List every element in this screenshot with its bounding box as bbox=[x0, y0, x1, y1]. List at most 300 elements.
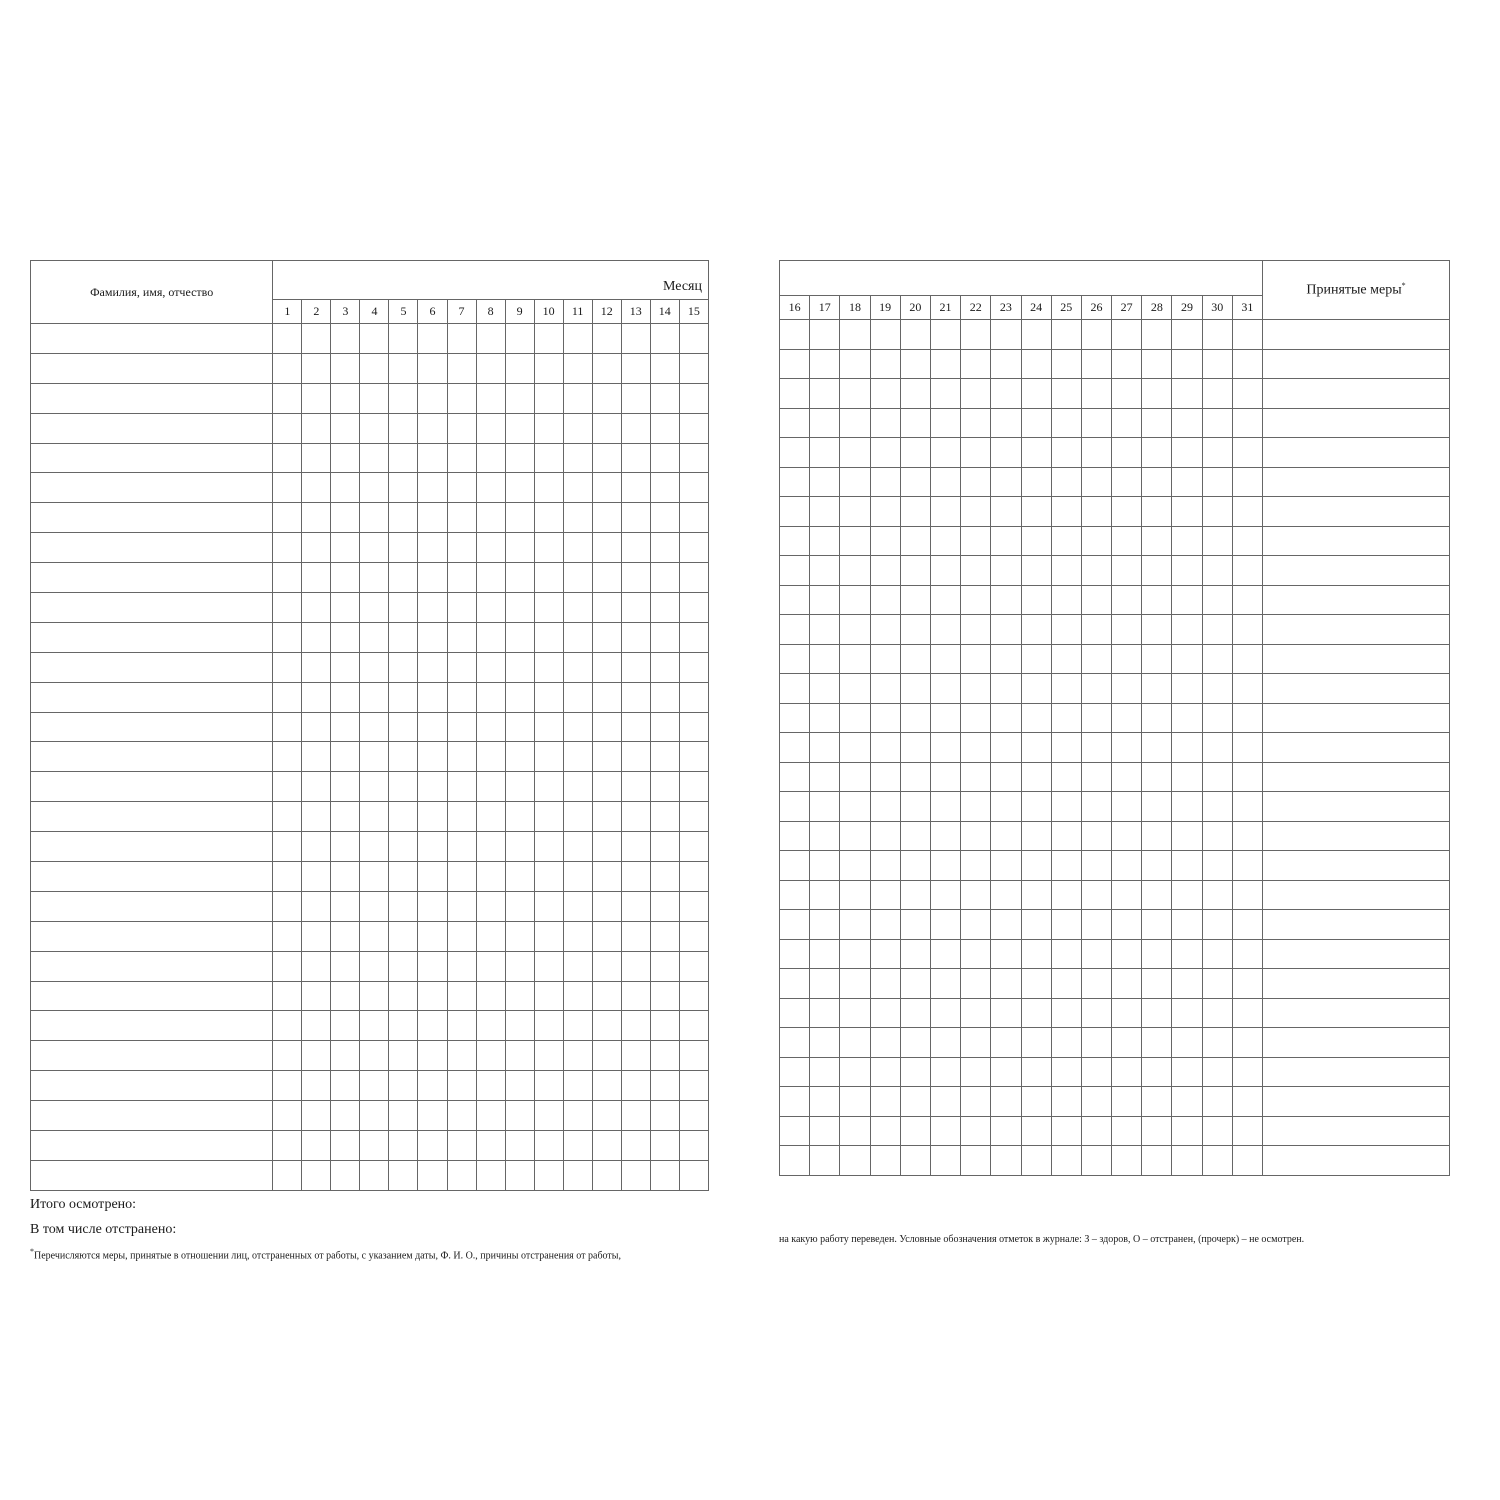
day-cell[interactable] bbox=[505, 533, 534, 563]
day-cell[interactable] bbox=[621, 1071, 650, 1101]
day-cell[interactable] bbox=[1202, 585, 1232, 615]
day-cell[interactable] bbox=[991, 320, 1021, 350]
day-cell[interactable] bbox=[418, 951, 447, 981]
day-cell[interactable] bbox=[534, 652, 563, 682]
day-cell[interactable] bbox=[1081, 349, 1111, 379]
day-cell[interactable] bbox=[447, 742, 476, 772]
day-cell[interactable] bbox=[810, 320, 840, 350]
day-cell[interactable] bbox=[650, 742, 679, 772]
day-cell[interactable] bbox=[930, 910, 960, 940]
day-cell[interactable] bbox=[1172, 1116, 1202, 1146]
day-cell[interactable] bbox=[360, 712, 389, 742]
day-cell[interactable] bbox=[447, 862, 476, 892]
day-cell[interactable] bbox=[476, 802, 505, 832]
measures-cell[interactable] bbox=[1263, 939, 1450, 969]
day-cell[interactable] bbox=[1112, 615, 1142, 645]
day-cell[interactable] bbox=[476, 891, 505, 921]
day-cell[interactable] bbox=[534, 772, 563, 802]
day-cell[interactable] bbox=[1142, 762, 1172, 792]
day-cell[interactable] bbox=[870, 1116, 900, 1146]
day-cell[interactable] bbox=[930, 438, 960, 468]
day-cell[interactable] bbox=[1112, 851, 1142, 881]
day-cell[interactable] bbox=[1112, 969, 1142, 999]
day-cell[interactable] bbox=[592, 533, 621, 563]
day-cell[interactable] bbox=[389, 622, 418, 652]
day-cell[interactable] bbox=[592, 712, 621, 742]
day-cell[interactable] bbox=[930, 585, 960, 615]
day-cell[interactable] bbox=[1021, 762, 1051, 792]
day-cell[interactable] bbox=[1142, 674, 1172, 704]
day-cell[interactable] bbox=[1232, 467, 1262, 497]
day-cell[interactable] bbox=[1051, 910, 1081, 940]
day-cell[interactable] bbox=[302, 712, 331, 742]
day-cell[interactable] bbox=[780, 762, 810, 792]
day-cell[interactable] bbox=[870, 851, 900, 881]
day-cell[interactable] bbox=[273, 862, 302, 892]
day-cell[interactable] bbox=[505, 622, 534, 652]
day-cell[interactable] bbox=[302, 1011, 331, 1041]
day-cell[interactable] bbox=[1081, 998, 1111, 1028]
day-cell[interactable] bbox=[930, 762, 960, 792]
day-cell[interactable] bbox=[1232, 821, 1262, 851]
day-cell[interactable] bbox=[1172, 762, 1202, 792]
day-cell[interactable] bbox=[505, 324, 534, 354]
day-cell[interactable] bbox=[476, 1131, 505, 1161]
day-cell[interactable] bbox=[1142, 1057, 1172, 1087]
day-cell[interactable] bbox=[1202, 792, 1232, 822]
day-cell[interactable] bbox=[505, 1041, 534, 1071]
day-cell[interactable] bbox=[650, 951, 679, 981]
day-cell[interactable] bbox=[389, 503, 418, 533]
day-cell[interactable] bbox=[476, 742, 505, 772]
day-cell[interactable] bbox=[505, 503, 534, 533]
day-cell[interactable] bbox=[505, 1131, 534, 1161]
day-cell[interactable] bbox=[1142, 349, 1172, 379]
day-cell[interactable] bbox=[273, 981, 302, 1011]
day-cell[interactable] bbox=[505, 563, 534, 593]
day-cell[interactable] bbox=[302, 832, 331, 862]
day-cell[interactable] bbox=[505, 1101, 534, 1131]
day-cell[interactable] bbox=[930, 674, 960, 704]
measures-cell[interactable] bbox=[1263, 1087, 1450, 1117]
day-cell[interactable] bbox=[302, 473, 331, 503]
day-cell[interactable] bbox=[961, 467, 991, 497]
day-cell[interactable] bbox=[273, 742, 302, 772]
day-cell[interactable] bbox=[418, 503, 447, 533]
day-cell[interactable] bbox=[534, 533, 563, 563]
day-cell[interactable] bbox=[961, 969, 991, 999]
day-cell[interactable] bbox=[476, 563, 505, 593]
day-cell[interactable] bbox=[534, 981, 563, 1011]
day-cell[interactable] bbox=[1172, 320, 1202, 350]
day-cell[interactable] bbox=[780, 320, 810, 350]
fio-cell[interactable] bbox=[31, 503, 273, 533]
day-cell[interactable] bbox=[563, 473, 592, 503]
day-cell[interactable] bbox=[273, 443, 302, 473]
day-cell[interactable] bbox=[1172, 703, 1202, 733]
day-cell[interactable] bbox=[447, 802, 476, 832]
day-cell[interactable] bbox=[1021, 969, 1051, 999]
day-cell[interactable] bbox=[930, 703, 960, 733]
day-cell[interactable] bbox=[592, 652, 621, 682]
day-cell[interactable] bbox=[447, 593, 476, 623]
day-cell[interactable] bbox=[1142, 644, 1172, 674]
day-cell[interactable] bbox=[331, 1041, 360, 1071]
fio-cell[interactable] bbox=[31, 951, 273, 981]
day-cell[interactable] bbox=[840, 349, 870, 379]
day-cell[interactable] bbox=[650, 712, 679, 742]
day-cell[interactable] bbox=[1142, 1028, 1172, 1058]
day-cell[interactable] bbox=[679, 1131, 708, 1161]
day-cell[interactable] bbox=[592, 981, 621, 1011]
day-cell[interactable] bbox=[273, 1041, 302, 1071]
measures-cell[interactable] bbox=[1263, 762, 1450, 792]
day-cell[interactable] bbox=[563, 712, 592, 742]
day-cell[interactable] bbox=[1081, 467, 1111, 497]
day-cell[interactable] bbox=[780, 467, 810, 497]
day-cell[interactable] bbox=[1202, 615, 1232, 645]
measures-cell[interactable] bbox=[1263, 1116, 1450, 1146]
day-cell[interactable] bbox=[870, 1146, 900, 1176]
day-cell[interactable] bbox=[447, 1101, 476, 1131]
day-cell[interactable] bbox=[650, 443, 679, 473]
day-cell[interactable] bbox=[870, 1087, 900, 1117]
day-cell[interactable] bbox=[476, 862, 505, 892]
day-cell[interactable] bbox=[476, 383, 505, 413]
day-cell[interactable] bbox=[810, 998, 840, 1028]
day-cell[interactable] bbox=[447, 413, 476, 443]
day-cell[interactable] bbox=[650, 1041, 679, 1071]
day-cell[interactable] bbox=[1112, 644, 1142, 674]
day-cell[interactable] bbox=[1051, 497, 1081, 527]
day-cell[interactable] bbox=[331, 862, 360, 892]
day-cell[interactable] bbox=[592, 1011, 621, 1041]
day-cell[interactable] bbox=[505, 742, 534, 772]
day-cell[interactable] bbox=[991, 821, 1021, 851]
day-cell[interactable] bbox=[302, 443, 331, 473]
day-cell[interactable] bbox=[592, 1101, 621, 1131]
day-cell[interactable] bbox=[991, 880, 1021, 910]
day-cell[interactable] bbox=[1142, 969, 1172, 999]
day-cell[interactable] bbox=[592, 742, 621, 772]
day-cell[interactable] bbox=[961, 349, 991, 379]
day-cell[interactable] bbox=[1112, 762, 1142, 792]
day-cell[interactable] bbox=[930, 1146, 960, 1176]
day-cell[interactable] bbox=[534, 413, 563, 443]
day-cell[interactable] bbox=[389, 324, 418, 354]
day-cell[interactable] bbox=[1021, 1146, 1051, 1176]
measures-cell[interactable] bbox=[1263, 910, 1450, 940]
day-cell[interactable] bbox=[900, 1146, 930, 1176]
day-cell[interactable] bbox=[1081, 615, 1111, 645]
fio-cell[interactable] bbox=[31, 772, 273, 802]
day-cell[interactable] bbox=[679, 324, 708, 354]
day-cell[interactable] bbox=[273, 413, 302, 443]
day-cell[interactable] bbox=[840, 792, 870, 822]
day-cell[interactable] bbox=[870, 880, 900, 910]
day-cell[interactable] bbox=[1112, 349, 1142, 379]
day-cell[interactable] bbox=[1081, 585, 1111, 615]
day-cell[interactable] bbox=[1112, 703, 1142, 733]
day-cell[interactable] bbox=[679, 802, 708, 832]
day-cell[interactable] bbox=[534, 682, 563, 712]
day-cell[interactable] bbox=[1051, 762, 1081, 792]
day-cell[interactable] bbox=[870, 792, 900, 822]
day-cell[interactable] bbox=[1081, 969, 1111, 999]
day-cell[interactable] bbox=[900, 762, 930, 792]
day-cell[interactable] bbox=[1202, 1116, 1232, 1146]
day-cell[interactable] bbox=[563, 1011, 592, 1041]
day-cell[interactable] bbox=[360, 832, 389, 862]
day-cell[interactable] bbox=[1081, 703, 1111, 733]
day-cell[interactable] bbox=[534, 443, 563, 473]
day-cell[interactable] bbox=[900, 585, 930, 615]
day-cell[interactable] bbox=[534, 1041, 563, 1071]
day-cell[interactable] bbox=[273, 951, 302, 981]
day-cell[interactable] bbox=[780, 615, 810, 645]
day-cell[interactable] bbox=[780, 880, 810, 910]
day-cell[interactable] bbox=[1202, 497, 1232, 527]
day-cell[interactable] bbox=[810, 438, 840, 468]
day-cell[interactable] bbox=[1172, 998, 1202, 1028]
day-cell[interactable] bbox=[476, 593, 505, 623]
day-cell[interactable] bbox=[1172, 467, 1202, 497]
day-cell[interactable] bbox=[870, 703, 900, 733]
day-cell[interactable] bbox=[961, 408, 991, 438]
day-cell[interactable] bbox=[534, 1101, 563, 1131]
day-cell[interactable] bbox=[621, 503, 650, 533]
day-cell[interactable] bbox=[389, 981, 418, 1011]
day-cell[interactable] bbox=[810, 851, 840, 881]
day-cell[interactable] bbox=[505, 682, 534, 712]
day-cell[interactable] bbox=[810, 644, 840, 674]
day-cell[interactable] bbox=[1051, 1057, 1081, 1087]
day-cell[interactable] bbox=[650, 891, 679, 921]
day-cell[interactable] bbox=[900, 998, 930, 1028]
day-cell[interactable] bbox=[1142, 438, 1172, 468]
day-cell[interactable] bbox=[900, 556, 930, 586]
day-cell[interactable] bbox=[302, 1071, 331, 1101]
day-cell[interactable] bbox=[1021, 408, 1051, 438]
day-cell[interactable] bbox=[870, 615, 900, 645]
day-cell[interactable] bbox=[961, 1087, 991, 1117]
day-cell[interactable] bbox=[840, 939, 870, 969]
day-cell[interactable] bbox=[780, 408, 810, 438]
day-cell[interactable] bbox=[1202, 674, 1232, 704]
day-cell[interactable] bbox=[273, 533, 302, 563]
day-cell[interactable] bbox=[360, 324, 389, 354]
day-cell[interactable] bbox=[810, 939, 840, 969]
day-cell[interactable] bbox=[810, 1116, 840, 1146]
day-cell[interactable] bbox=[1081, 320, 1111, 350]
day-cell[interactable] bbox=[1172, 939, 1202, 969]
day-cell[interactable] bbox=[360, 742, 389, 772]
day-cell[interactable] bbox=[840, 762, 870, 792]
day-cell[interactable] bbox=[810, 1028, 840, 1058]
measures-cell[interactable] bbox=[1263, 880, 1450, 910]
day-cell[interactable] bbox=[810, 910, 840, 940]
day-cell[interactable] bbox=[1172, 644, 1202, 674]
day-cell[interactable] bbox=[563, 832, 592, 862]
day-cell[interactable] bbox=[870, 320, 900, 350]
day-cell[interactable] bbox=[592, 353, 621, 383]
day-cell[interactable] bbox=[389, 802, 418, 832]
day-cell[interactable] bbox=[1021, 1116, 1051, 1146]
day-cell[interactable] bbox=[1051, 526, 1081, 556]
day-cell[interactable] bbox=[1172, 497, 1202, 527]
day-cell[interactable] bbox=[1051, 674, 1081, 704]
day-cell[interactable] bbox=[360, 622, 389, 652]
day-cell[interactable] bbox=[1081, 792, 1111, 822]
day-cell[interactable] bbox=[1021, 703, 1051, 733]
fio-cell[interactable] bbox=[31, 1071, 273, 1101]
day-cell[interactable] bbox=[447, 682, 476, 712]
day-cell[interactable] bbox=[961, 556, 991, 586]
day-cell[interactable] bbox=[1232, 320, 1262, 350]
day-cell[interactable] bbox=[900, 497, 930, 527]
day-cell[interactable] bbox=[389, 383, 418, 413]
day-cell[interactable] bbox=[360, 1041, 389, 1071]
day-cell[interactable] bbox=[840, 526, 870, 556]
day-cell[interactable] bbox=[679, 353, 708, 383]
day-cell[interactable] bbox=[650, 324, 679, 354]
day-cell[interactable] bbox=[505, 862, 534, 892]
day-cell[interactable] bbox=[1021, 526, 1051, 556]
day-cell[interactable] bbox=[621, 622, 650, 652]
day-cell[interactable] bbox=[1051, 467, 1081, 497]
day-cell[interactable] bbox=[389, 891, 418, 921]
day-cell[interactable] bbox=[870, 526, 900, 556]
day-cell[interactable] bbox=[1172, 851, 1202, 881]
day-cell[interactable] bbox=[961, 1146, 991, 1176]
day-cell[interactable] bbox=[1021, 644, 1051, 674]
day-cell[interactable] bbox=[447, 443, 476, 473]
day-cell[interactable] bbox=[1112, 1028, 1142, 1058]
day-cell[interactable] bbox=[870, 585, 900, 615]
day-cell[interactable] bbox=[840, 408, 870, 438]
day-cell[interactable] bbox=[389, 742, 418, 772]
day-cell[interactable] bbox=[1202, 408, 1232, 438]
day-cell[interactable] bbox=[650, 413, 679, 443]
day-cell[interactable] bbox=[900, 821, 930, 851]
day-cell[interactable] bbox=[302, 742, 331, 772]
day-cell[interactable] bbox=[621, 862, 650, 892]
day-cell[interactable] bbox=[1142, 1087, 1172, 1117]
day-cell[interactable] bbox=[679, 503, 708, 533]
day-cell[interactable] bbox=[1172, 880, 1202, 910]
day-cell[interactable] bbox=[1172, 1146, 1202, 1176]
day-cell[interactable] bbox=[961, 851, 991, 881]
day-cell[interactable] bbox=[1081, 939, 1111, 969]
day-cell[interactable] bbox=[273, 473, 302, 503]
day-cell[interactable] bbox=[273, 593, 302, 623]
day-cell[interactable] bbox=[505, 383, 534, 413]
day-cell[interactable] bbox=[302, 981, 331, 1011]
day-cell[interactable] bbox=[476, 473, 505, 503]
day-cell[interactable] bbox=[1051, 851, 1081, 881]
day-cell[interactable] bbox=[1112, 379, 1142, 409]
day-cell[interactable] bbox=[563, 981, 592, 1011]
day-cell[interactable] bbox=[418, 712, 447, 742]
day-cell[interactable] bbox=[870, 1028, 900, 1058]
day-cell[interactable] bbox=[331, 503, 360, 533]
day-cell[interactable] bbox=[418, 324, 447, 354]
day-cell[interactable] bbox=[563, 503, 592, 533]
day-cell[interactable] bbox=[870, 556, 900, 586]
day-cell[interactable] bbox=[1142, 379, 1172, 409]
day-cell[interactable] bbox=[930, 792, 960, 822]
day-cell[interactable] bbox=[505, 1011, 534, 1041]
day-cell[interactable] bbox=[1021, 379, 1051, 409]
day-cell[interactable] bbox=[870, 910, 900, 940]
day-cell[interactable] bbox=[505, 951, 534, 981]
day-cell[interactable] bbox=[840, 733, 870, 763]
day-cell[interactable] bbox=[900, 438, 930, 468]
day-cell[interactable] bbox=[1232, 1057, 1262, 1087]
day-cell[interactable] bbox=[331, 981, 360, 1011]
day-cell[interactable] bbox=[810, 821, 840, 851]
day-cell[interactable] bbox=[810, 792, 840, 822]
day-cell[interactable] bbox=[1232, 585, 1262, 615]
day-cell[interactable] bbox=[1081, 438, 1111, 468]
day-cell[interactable] bbox=[447, 1071, 476, 1101]
day-cell[interactable] bbox=[621, 951, 650, 981]
day-cell[interactable] bbox=[961, 792, 991, 822]
day-cell[interactable] bbox=[679, 1071, 708, 1101]
measures-cell[interactable] bbox=[1263, 969, 1450, 999]
day-cell[interactable] bbox=[930, 644, 960, 674]
day-cell[interactable] bbox=[505, 593, 534, 623]
day-cell[interactable] bbox=[1051, 438, 1081, 468]
day-cell[interactable] bbox=[534, 1131, 563, 1161]
day-cell[interactable] bbox=[991, 969, 1021, 999]
day-cell[interactable] bbox=[447, 712, 476, 742]
day-cell[interactable] bbox=[650, 1071, 679, 1101]
day-cell[interactable] bbox=[840, 1146, 870, 1176]
day-cell[interactable] bbox=[360, 921, 389, 951]
day-cell[interactable] bbox=[1021, 998, 1051, 1028]
day-cell[interactable] bbox=[1081, 880, 1111, 910]
day-cell[interactable] bbox=[1112, 910, 1142, 940]
day-cell[interactable] bbox=[1021, 497, 1051, 527]
day-cell[interactable] bbox=[1232, 1087, 1262, 1117]
day-cell[interactable] bbox=[840, 821, 870, 851]
day-cell[interactable] bbox=[1112, 467, 1142, 497]
day-cell[interactable] bbox=[900, 1057, 930, 1087]
day-cell[interactable] bbox=[389, 1131, 418, 1161]
day-cell[interactable] bbox=[1232, 998, 1262, 1028]
day-cell[interactable] bbox=[418, 383, 447, 413]
day-cell[interactable] bbox=[679, 712, 708, 742]
day-cell[interactable] bbox=[447, 503, 476, 533]
day-cell[interactable] bbox=[389, 862, 418, 892]
day-cell[interactable] bbox=[505, 1071, 534, 1101]
day-cell[interactable] bbox=[360, 951, 389, 981]
day-cell[interactable] bbox=[1021, 821, 1051, 851]
day-cell[interactable] bbox=[273, 563, 302, 593]
day-cell[interactable] bbox=[1142, 703, 1172, 733]
day-cell[interactable] bbox=[991, 349, 1021, 379]
day-cell[interactable] bbox=[418, 802, 447, 832]
day-cell[interactable] bbox=[563, 1131, 592, 1161]
day-cell[interactable] bbox=[780, 556, 810, 586]
day-cell[interactable] bbox=[331, 802, 360, 832]
day-cell[interactable] bbox=[1021, 880, 1051, 910]
day-cell[interactable] bbox=[447, 563, 476, 593]
day-cell[interactable] bbox=[505, 1160, 534, 1190]
day-cell[interactable] bbox=[534, 921, 563, 951]
day-cell[interactable] bbox=[991, 1028, 1021, 1058]
